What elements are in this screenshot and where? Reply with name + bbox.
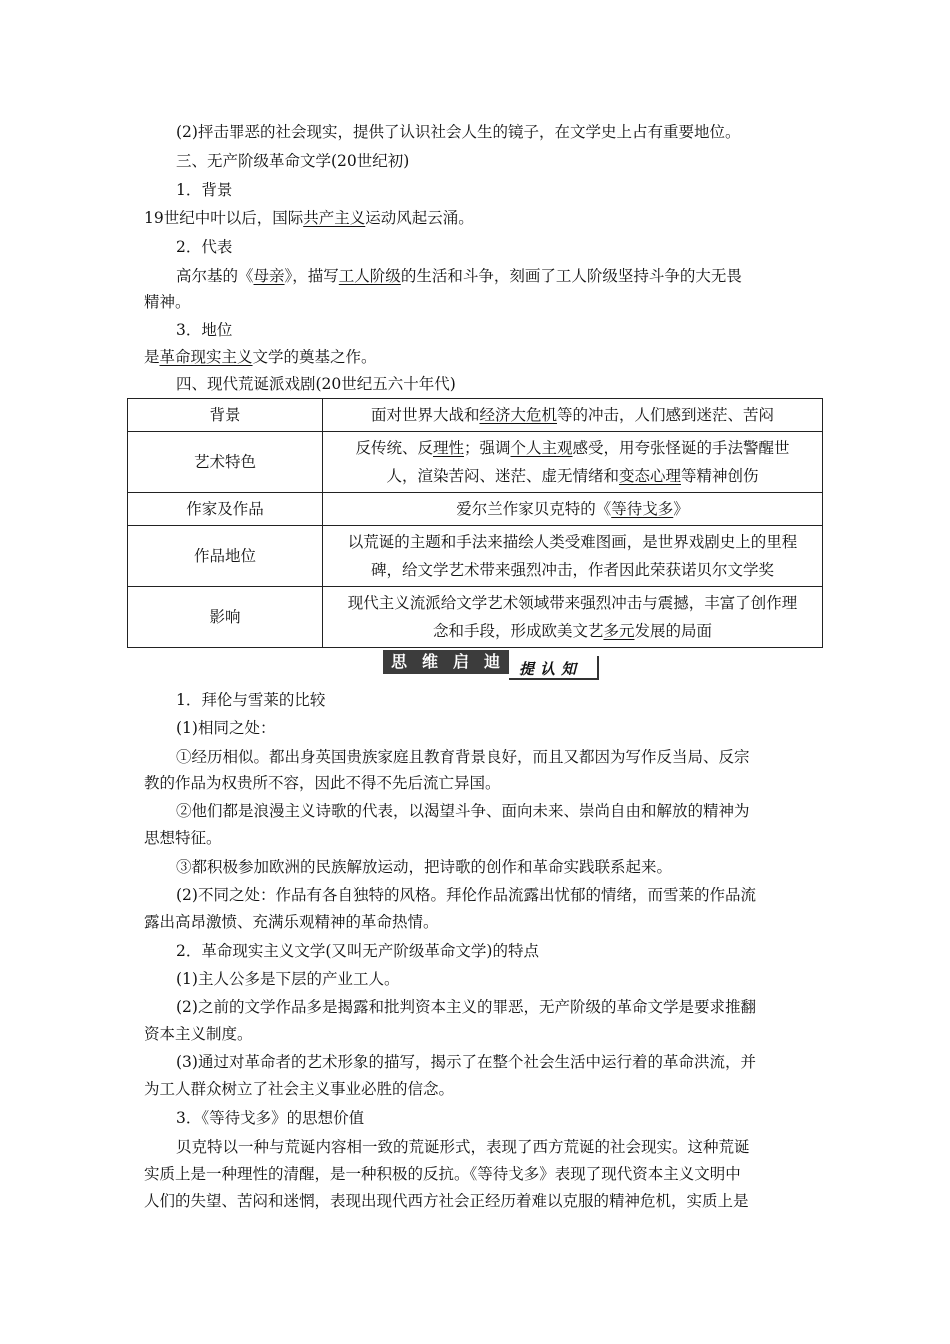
paragraph-line: 实质上是一种理性的清醒，是一种积极的反抗。《等待戈多》表现了现代资本主义文明中	[144, 1165, 741, 1183]
summary-table	[127, 398, 823, 648]
underlined-term: 工人阶级	[338, 267, 401, 285]
table-key: 作品地位	[128, 526, 323, 587]
table-row	[128, 587, 823, 648]
table-value: 反传统、反理性；强调个人主观感受，用夸张怪诞的手法警醒世 人，渲染苦闷、迷茫、虚无情绪和变态心理等精神创伤	[323, 432, 823, 493]
banner-char: 启	[452, 652, 469, 671]
banner-char: 迪	[483, 652, 500, 671]
section-banner	[383, 650, 603, 680]
paragraph-line: 精神。	[144, 293, 191, 311]
paragraph-line: 教的作品为权贵所不容，因此不得不先后流亡异国。	[144, 774, 501, 792]
paragraph-line: 是革命现实主义文学的奠基之作。	[144, 348, 377, 366]
table-value: 现代主义流派给文学艺术领域带来强烈冲击与震撼，丰富了创作理 念和手段，形成欧美文艺多元发展的局面	[323, 587, 823, 648]
paragraph-line: 露出高昂激愤、充满乐观精神的革命热情。	[144, 913, 439, 931]
sub-heading: 3．《等待戈多》的思想价值	[176, 1109, 365, 1127]
paragraph-line: 资本主义制度。	[144, 1025, 253, 1043]
paragraph-line: (1)相同之处：	[176, 719, 276, 737]
sub-heading: 1．拜伦与雪莱的比较	[176, 691, 326, 709]
table-key: 背景	[128, 399, 323, 432]
paragraph-line: (1)主人公多是下层的产业工人。	[176, 970, 400, 988]
table-row	[128, 493, 823, 526]
sub-heading: 3．地位	[176, 321, 233, 339]
paragraph-line: 19世纪中叶以后，国际共产主义运动风起云涌。	[144, 209, 474, 227]
banner-tag: 提认知	[519, 660, 583, 678]
table-row	[128, 399, 823, 432]
table-value: 以荒诞的主题和手法来描绘人类受难图画，是世界戏剧史上的里程 碑，给文学艺术带来强烈冲击，作者因此荣获诺贝尔文学奖	[323, 526, 823, 587]
table-value: 爱尔兰作家贝克特的《等待戈多》	[323, 493, 823, 526]
table-key: 影响	[128, 587, 323, 648]
table-value: 面对世界大战和经济大危机等的冲击，人们感到迷茫、苦闷	[323, 399, 823, 432]
banner-char: 思	[390, 652, 407, 671]
paragraph-line: (3)通过对革命者的艺术形象的描写，揭示了在整个社会生活中运行着的革命洪流，并	[176, 1053, 756, 1071]
section-heading: 三、无产阶级革命文学(20世纪初)	[176, 152, 410, 170]
table-row	[128, 432, 823, 493]
paragraph-line: 高尔基的《母亲》，描写工人阶级的生活和斗争，刻画了工人阶级坚持斗争的大无畏	[176, 267, 742, 285]
underlined-term: 革命现实主义	[159, 348, 253, 366]
paragraph-line: ②他们都是浪漫主义诗歌的代表，以渴望斗争、面向未来、崇尚自由和解放的精神为	[176, 802, 750, 820]
paragraph-line: 人们的失望、苦闷和迷惘，表现出现代西方社会正经历着难以克服的精神危机，实质上是	[144, 1192, 749, 1210]
underlined-term: 母亲	[253, 267, 285, 285]
paragraph-line: (2)不同之处：作品有各自独特的风格。拜伦作品流露出忧郁的情绪，而雪莱的作品流	[176, 886, 756, 904]
table-row	[128, 526, 823, 587]
sub-heading: 2．代表	[176, 238, 233, 256]
paragraph-line: 思想特征。	[144, 829, 222, 847]
table-key: 作家及作品	[128, 493, 323, 526]
paragraph-line: 为工人群众树立了社会主义事业必胜的信念。	[144, 1080, 455, 1098]
paragraph-line: (2)抨击罪恶的社会现实，提供了认识社会人生的镜子，在文学史上占有重要地位。	[176, 123, 741, 141]
paragraph-line: ①经历相似。都出身英国贵族家庭且教育背景良好，而且又都因为写作反当局、反宗	[176, 748, 750, 766]
table-key: 艺术特色	[128, 432, 323, 493]
paragraph-line: ③都积极参加欧洲的民族解放运动，把诗歌的创作和革命实践联系起来。	[176, 858, 673, 876]
underlined-term: 共产主义	[303, 209, 366, 227]
sub-heading: 1．背景	[176, 181, 233, 199]
paragraph-line: (2)之前的文学作品多是揭露和批判资本主义的罪恶，无产阶级的革命文学是要求推翻	[176, 998, 756, 1016]
sub-heading: 2．革命现实主义文学(又叫无产阶级革命文学)的特点	[176, 942, 539, 960]
banner-char: 维	[421, 652, 438, 671]
paragraph-line: 贝克特以一种与荒诞内容相一致的荒诞形式，表现了西方荒诞的社会现实。这种荒诞	[176, 1138, 750, 1156]
section-heading: 四、现代荒诞派戏剧(20世纪五六十年代)	[176, 375, 456, 393]
